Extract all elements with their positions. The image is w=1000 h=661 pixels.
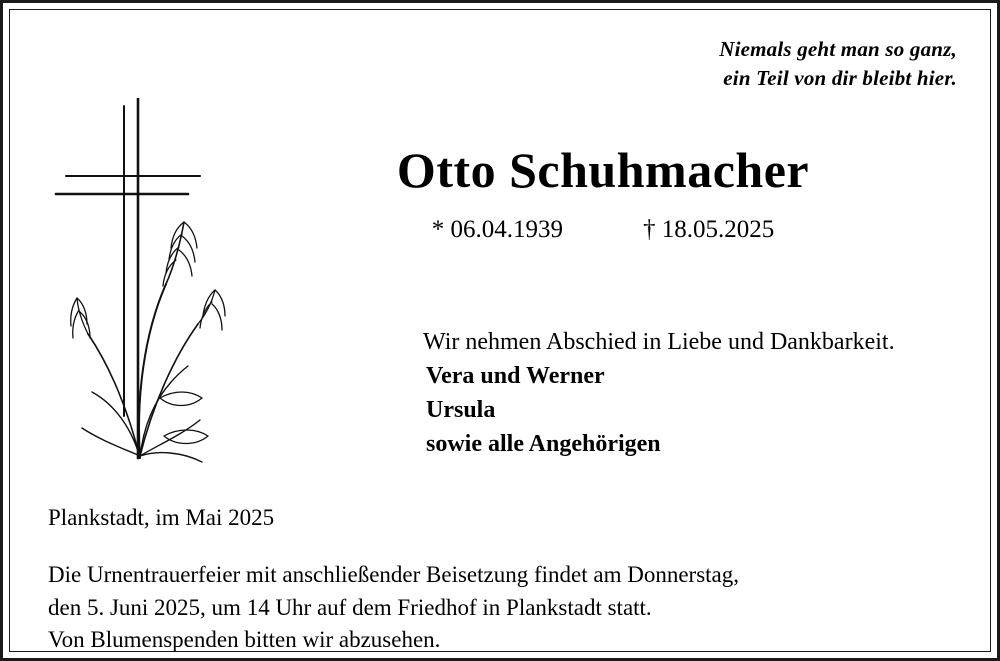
epitaph-line-1: Niemals geht man so ganz, xyxy=(719,37,957,61)
service-line: Von Blumenspenden bitten wir abzusehen. xyxy=(48,627,441,653)
mourner-name: Vera und Werner xyxy=(426,363,605,390)
birth-date: * 06.04.1939 xyxy=(431,216,563,243)
mourners-block xyxy=(423,325,895,461)
mourner-name: Ursula xyxy=(426,397,496,424)
life-dates xyxy=(253,216,953,244)
service-line: den 5. Juni 2025, um 14 Uhr auf dem Friedhof in Plankstadt statt. xyxy=(48,594,652,620)
deceased-name: Otto Schuhmacher xyxy=(396,142,810,198)
name-block xyxy=(253,143,953,244)
mourner-name: sowie alle Angehörigen xyxy=(426,431,661,458)
service-line: Die Urnentrauerfeier mit anschließender Beisetzung findet am Donnerstag, xyxy=(48,562,740,587)
epitaph-line-2: ein Teil von dir bleibt hier. xyxy=(723,65,957,90)
funeral-service-info xyxy=(48,559,739,657)
epitaph-verse xyxy=(719,35,957,93)
place-and-date: Plankstadt, im Mai 2025 xyxy=(48,505,275,530)
cross-with-grass-icon xyxy=(48,98,238,488)
death-date: † 18.05.2025 xyxy=(643,216,775,243)
mourning-statement: Wir nehmen Abschied in Liebe und Dankbarkeit. xyxy=(423,329,895,355)
